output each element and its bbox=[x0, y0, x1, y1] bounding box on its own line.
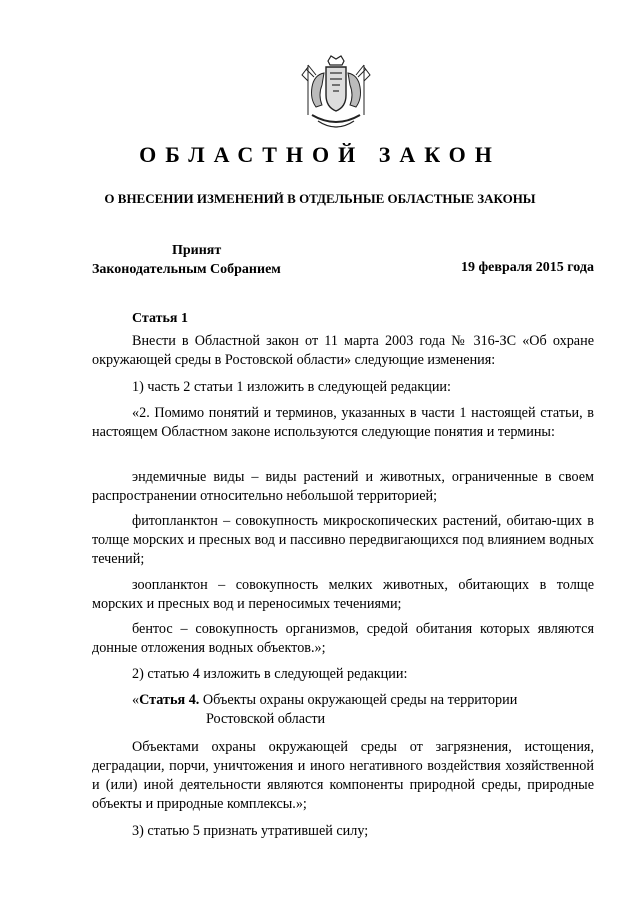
paragraph-6: зоопланктон – совокупность мелких животных, обитающих в толще морских и пресных вод и переносимых течениями; bbox=[92, 577, 594, 612]
paragraph-7: бентос – совокупность организмов, средой обитания которых являются донные отложения водных объектов.»; bbox=[92, 621, 594, 656]
paragraph-8: 2) статью 4 изложить в следующей редакции: bbox=[132, 666, 408, 682]
adoption-date: 19 февраля 2015 года bbox=[461, 260, 594, 275]
paragraph-9: Объектами охраны окружающей среды от загрязнения, истощения, деградации, порчи, уничтожения и иного негативного воздействия хозяйственной и (или) иной деятельности являются компоненты природной среды, природные объекты и природные комплексы.»; bbox=[92, 739, 594, 812]
paragraph-2: 1) часть 2 статьи 1 изложить в следующей редакции: bbox=[132, 379, 451, 395]
adoption-line2: Законодательным Собранием bbox=[92, 262, 281, 277]
paragraph-10: 3) статью 5 признать утратившей силу; bbox=[132, 823, 369, 839]
paragraph-3: «2. Помимо понятий и терминов, указанных в части 1 настоящей статьи, в настоящем Областном законе используются следующие понятия и термины: bbox=[92, 405, 594, 440]
paragraph-1: Внести в Областной закон от 11 марта 2003 года № 316-ЗС «Об охране окружающей среды в Ростовской области» следующие изменения: bbox=[92, 333, 594, 368]
article4-title-line2: Ростовской области bbox=[206, 711, 326, 727]
paragraph-4: эндемичные виды – виды растений и животных, ограниченные в своем распространении относительно небольшой территорией; bbox=[92, 469, 594, 504]
paragraph-5: фитопланктон – совокупность микроскопических растений, обитаю-щих в толще морских и пресных вод и пассивно передвигающихся под влиянием водных течений; bbox=[92, 513, 594, 567]
article-heading: Статья 1 bbox=[132, 311, 188, 326]
document-title: ОБЛАСТНОЙ ЗАКОН bbox=[139, 142, 501, 167]
article4-title-line1: «Статья 4. Объекты охраны окружающей среды на территории bbox=[132, 692, 518, 708]
adoption-line1: Принят bbox=[172, 243, 222, 258]
document-subtitle: О ВНЕСЕНИИ ИЗМЕНЕНИЙ В ОТДЕЛЬНЫЕ ОБЛАСТНЫЕ ЗАКОНЫ bbox=[104, 191, 536, 206]
adoption-block bbox=[92, 241, 292, 279]
coat-of-arms-icon bbox=[300, 55, 372, 135]
